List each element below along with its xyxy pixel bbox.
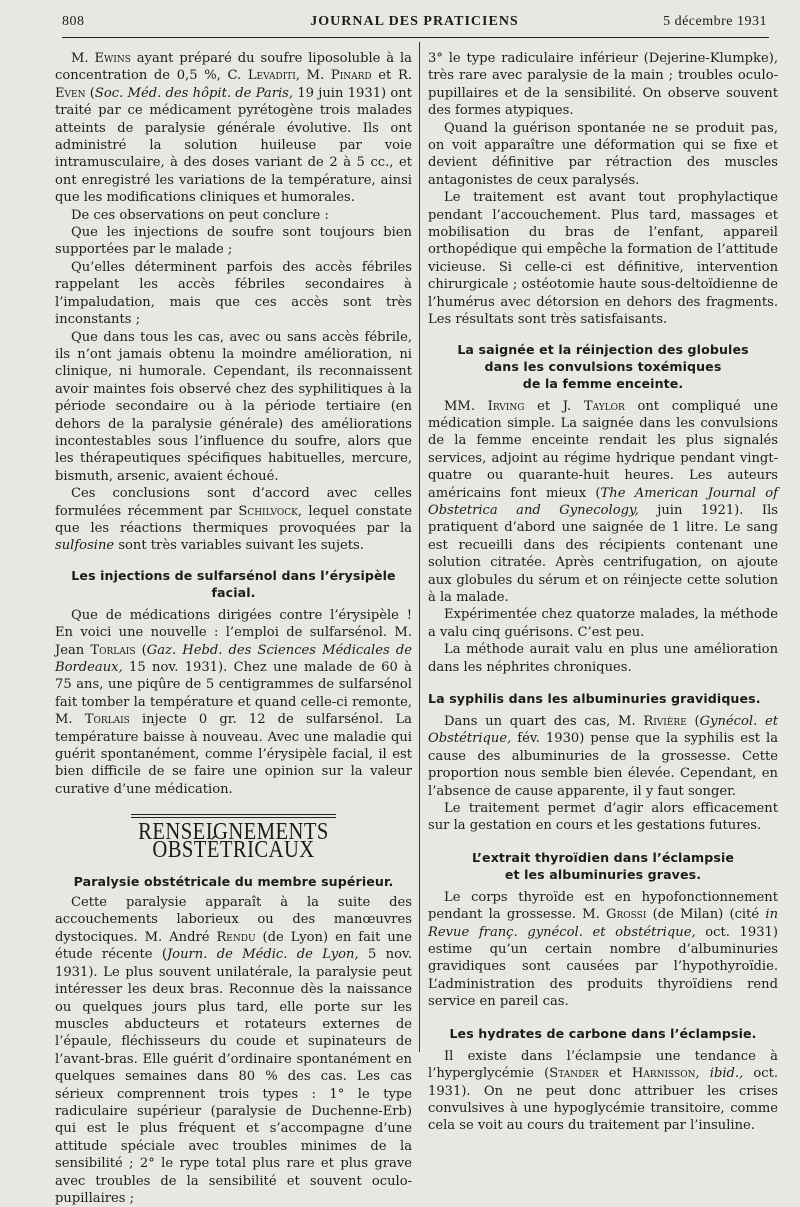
paragraph: Il existe dans l’éclampsie une tendance à l’hyperglycémie (Stander et Harnisson, ibid., oct. 1931). On ne peut donc attribuer les crises convulsives à une hypoglycémie transitoire, comme cela se voit au cours du traitement par l’insuline. bbox=[428, 1048, 778, 1134]
paragraph: Qu’elles déterminent parfois des accès fébriles rappelant les accès fébriles secondaires à l’impaludation, mais que ces accès sont très inconstants ; bbox=[55, 259, 412, 328]
paragraph: Expérimentée chez quatorze malades, la méthode a valu cinq guérisons. C’est peu. bbox=[428, 607, 778, 640]
paragraph: Le traitement permet d’agir alors efficacement sur la gestation en cours et les gestations futures. bbox=[428, 801, 778, 834]
paragraph: Cette paralysie apparaît à la suite des accouchements laborieux ou des manœuvres dystociques. M. André Rendu (de Lyon) en fait une étude récente (Journ. de Médic. de Lyon, 5 nov. 1931). Le plus souvent unilatérale, la paralysie peut intéresser les deux bras. Reconnue dès la naissance ou quelques jours plus tard, elle porte sur les muscles abducteurs et rotateurs externes de l’épaule, fléchisseurs du coude et supinateurs de l’avant-bras. Elle guérit d’ordinaire spontanément en quelques semaines dans 80 % des cas. Les cas sérieux comprennent trois types : 1° le type radiculaire supérieur (paralysie de Duchenne-Erb) qui est le plus fréquent et s’accompagne d’une attitude spéciale avec troubles minimes de la sensibilité ; 2° le rype total plus rare et plus grave avec troubles de la sensibilité et souvent oculo-pupillaires ; bbox=[55, 895, 412, 1206]
article-heading: Les injections de sulfarsénol dans l’érysipèle facial. bbox=[71, 567, 396, 600]
paragraph: Que dans tous les cas, avec ou sans accès fébrile, ils n’ont jamais obtenu la moindre amélioration, ni clinique, ni humorale. Cependant, ils reconnaissent avoir maintes fois observé chez des syphilitiques à la période secondaire ou à la période tertiaire (en dehors de la paralysie générale) des améliorations incontestables sous l’influence du soufre, alors que les thérapeutiques spécifiques habituelles, mercure, bismuth, arsenic, avaient échoué. bbox=[55, 329, 412, 484]
article-heading: La saignée et la réinjection des globules dans les convulsions toxémiques de la femme enceinte. bbox=[457, 341, 749, 391]
paragraph: 3° le type radiculaire inférieur (Dejerine-Klumpke), très rare avec paralysie de la main ; troubles oculo-pupillaires et de la sensibilité. On observe souvent des formes atypiques. bbox=[428, 51, 778, 119]
paragraph: Dans un quart des cas, M. Rivière (Gynécol. et Obstétrique, fév. 1930) pense que la syphilis est la cause des albuminuries de la grossesse. Cette proportion nous semble bien élevée. Cependant, en l’absence de cause apparente, il y faut songer. bbox=[428, 714, 778, 799]
column-divider bbox=[419, 42, 420, 1052]
left-column bbox=[55, 50, 412, 1207]
article-heading: Paralysie obstétricale du membre supérieur. bbox=[73, 874, 394, 890]
header-rule bbox=[62, 37, 769, 38]
article-heading: L’extrait thyroïdien dans l’éclampsie et les albuminuries graves. bbox=[471, 849, 735, 882]
article-heading: La syphilis dans les albuminuries gravidiques. bbox=[428, 691, 761, 706]
article-heading: Les hydrates de carbone dans l’éclampsie. bbox=[449, 1025, 757, 1041]
paragraph: Le corps thyroïde est en hypofonctionnement pendant la grossesse. M. Grossi (de Milan) (cité in Revue franç. gynécol. et obstétrique, oct. 1931) estime qu’un certain nombre d’albuminuries gravidiques sont causées par l’hypothyroïdie. L’administration des produits thyroïdiens rend service en pareil cas. bbox=[428, 889, 778, 1010]
section-title: RENSEIGNEMENTS OBSTÉTRICAUX bbox=[138, 819, 329, 863]
paragraph: Le traitement est avant tout prophylactique pendant l’accouchement. Plus tard, massages et mobilisation du bras de l’enfant, appareil orthopédique qui empêche la formation de l’attitude vicieuse. Si celle-ci est définitive, intervention chirurgicale ; ostéotomie haute sous-deltoïdienne de l’humérus avec détorsion en dehors des fragments. Les résultats sont très satisfaisants. bbox=[428, 190, 778, 328]
issue-date: 5 décembre 1931 bbox=[663, 14, 767, 29]
running-head bbox=[62, 14, 767, 34]
paragraph: M. Ewins ayant préparé du soufre liposoluble à la concentration de 0,5 %, C. Levaditi, M. Pinard et R. Even (Soc. Méd. des hôpit. de Paris, 19 juin 1931) ont traité par ce médicament pyrétogène trois malades atteints de paralysie générale évolutive. Ils ont administré la solution huileuse par voie intramusculaire, à des doses variant de 2 à 5 cc., et ont enregistré les variations de la température, ainsi que les modifications cliniques et humorales. bbox=[55, 51, 412, 206]
paragraph: Ces conclusions sont d’accord avec celles formulées récemment par Schilvock, lequel constate que les réactions thermiques provoquées par la sulfosine sont très variables suivant les sujets. bbox=[55, 486, 412, 554]
paragraph: Que les injections de soufre sont toujours bien supportées par le malade ; bbox=[55, 225, 412, 258]
right-column bbox=[428, 50, 778, 1135]
paragraph: De ces observations on peut conclure : bbox=[71, 207, 329, 223]
journal-title: JOURNAL DES PRATICIENS bbox=[310, 14, 519, 29]
paragraph: Quand la guérison spontanée ne se produit pas, on voit apparaître une déformation qui se fixe et devient définitive par rétraction des muscles antagonistes de ceux paralysés. bbox=[428, 120, 778, 188]
paragraph: Que de médications dirigées contre l’érysipèle ! En voici une nouvelle : l’emploi de sulfarsénol. M. Jean Torlais (Gaz. Hebd. des Sciences Médicales de Bordeaux, 15 nov. 1931). Chez une malade de 60 à 75 ans, une piqûre de 5 centigrammes de sulfarsénol fait tomber la température et quand celle-ci remonte, M. Torlais injecte 0 gr. 12 de sulfarsénol. La température baisse à nouveau. Avec une maladie qui guérit spontanément, comme l’érysipèle facial, il est bien difficile de se faire une opinion sur la valeur curative d’une médication. bbox=[55, 607, 412, 797]
page-number: 808 bbox=[62, 14, 85, 29]
paragraph: MM. Irving et J. Taylor ont compliqué une médication simple. La saignée dans les convulsions de la femme enceinte rendait les plus signalés services, adjoint au régime hydrique pendant vingt-quatre ou quarante-huit heures. Les auteurs américains font mieux (The American Journal of Obstetrica and Gynecology, juin 1921). Ils pratiquent d’abord une saignée de 1 litre. Le sang est recueilli dans des récipients contenant une solution citratée. Après centrifugation, on ajoute aux globules du sérum et on réinjecte cette solution à la malade. bbox=[428, 398, 778, 605]
paragraph: La méthode aurait valu en plus une amélioration dans les néphrites chroniques. bbox=[428, 642, 778, 675]
